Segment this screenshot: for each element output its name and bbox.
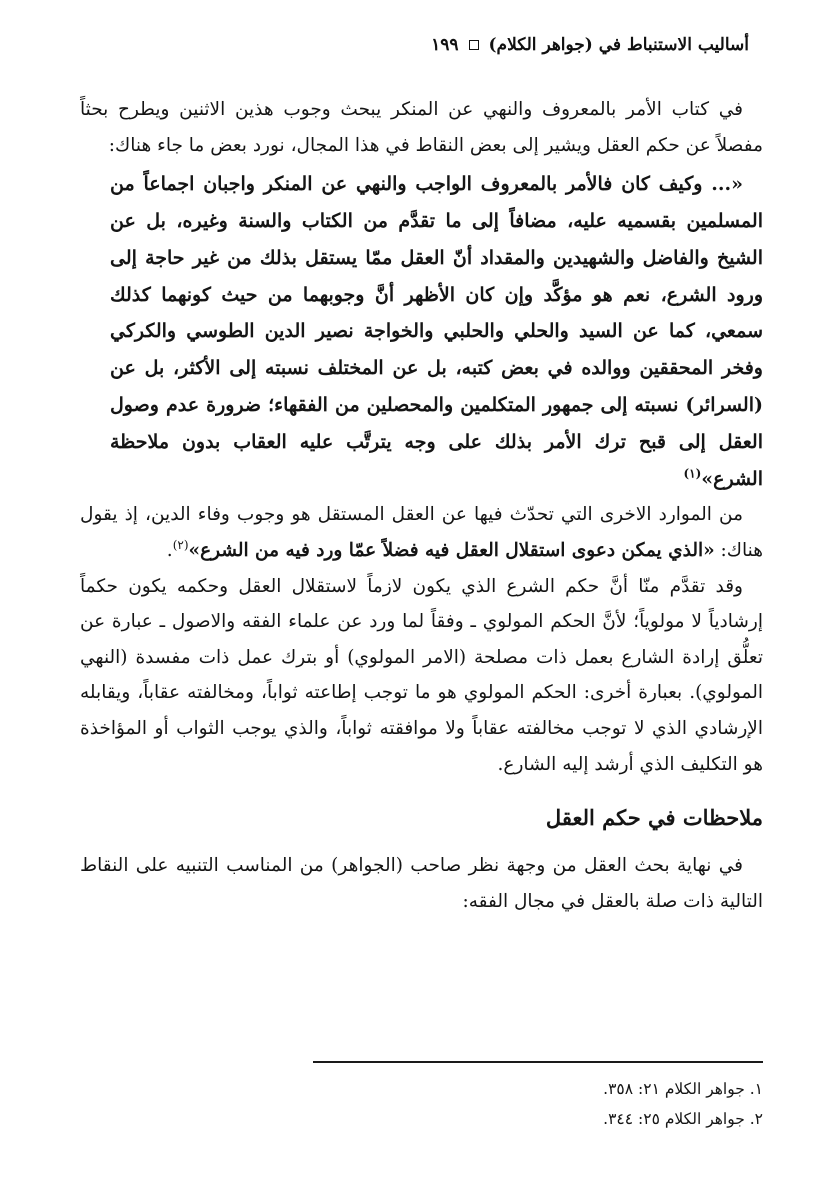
- footnote-divider: [313, 1061, 763, 1063]
- page-body: [80, 92, 763, 919]
- separator-square-icon: [469, 40, 479, 50]
- running-header: [60, 30, 749, 60]
- paragraph-other-cases-text: من الموارد الاخرى التي تحدّث فيها عن العقل المستقل هو وجوب وفاء الدين، إذ يقول هناك:: [80, 504, 763, 561]
- header-divider: [60, 63, 767, 64]
- quoted-passage: [80, 166, 763, 497]
- footnote-ref-2: (٢): [172, 537, 189, 552]
- footnote-ref-1: (١): [683, 466, 702, 481]
- paragraph-other-cases: [80, 497, 763, 568]
- paragraph-end-dot: .: [166, 539, 173, 561]
- paragraph-intro: في كتاب الأمر بالمعروف والنهي عن المنكر يبحث وجوب هذين الاثنين ويطرح بحثاً مفصلاً عن حكم العقل ويشير إلى بعض النقاط في هذا المجال، نورد بعض ما جاء هناك:: [80, 99, 763, 156]
- paragraph-advisory-ruling: وقد تقدَّم منّا أنَّ حكم الشرع الذي يكون لازماً لاستقلال العقل وحكمه يكون حكماً إرشادياً لا مولوياً؛ لأنَّ الحكم المولوي ـ وفقاً لما ورد عن علماء الفقه والاصول ـ عبارة عن تعلُّق إرادة الشارع بعمل ذات مصلحة (الامر المولوي) أو بترك عمل ذات مفسدة (النهي المولوي). بعبارة أخرى: الحكم المولوي هو ما توجب إطاعته ثواباً، ومخالفته عقاباً، ويقابله الإرشادي الذي لا توجب مخالفته عقاباً ولا موافقته ثواباً، والذي يوجب الثواب أو المؤاخذة هو التكليف الذي أرشد إليه الشارع.: [80, 575, 763, 775]
- footnote-item: ١. جواهر الكلام ٢١: ٣٥٨.: [603, 1080, 763, 1098]
- section-heading: ملاحظات في حكم العقل: [545, 805, 763, 831]
- footnotes: [80, 1074, 763, 1134]
- footnote-item: ٢. جواهر الكلام ٢٥: ٣٤٤.: [603, 1110, 763, 1128]
- header-title: أساليب الاستنباط في (جواهر الكلام): [488, 35, 749, 55]
- paragraph-notes-intro: في نهاية بحث العقل من وجهة نظر صاحب (الجواهر) من المناسب التنبيه على النقاط التالية ذات صلة بالعقل في مجال الفقه:: [80, 855, 763, 912]
- inline-quote: «الذي يمكن دعوى استقلال العقل فيه فضلاً عمّا ورد فيه من الشرع»: [188, 539, 715, 561]
- quote-text: «... وكيف كان فالأمر بالمعروف الواجب والنهي عن المنكر واجبان اجماعاً من المسلمين بقسميه عليه، مضافاً إلى ما تقدَّم من الكتاب والسنة وغيره، بل عن الشيخ والفاضل والشهيدين والمقداد أنّ العقل ممّا يستقل بذلك من غير حاجة إلى ورود الشرع، نعم هو مؤكَّد وإن كان الأظهر أنَّ وجوبهما من حيث كونهما كذلك سمعي، كما عن السيد والحلي والحلبي والخواجة نصير الدين الطوسي والكركي وفخر المحققين ووالده في بعض كتبه، بل عن المختلف نسبته إلى الأكثر، بل عن (السرائر) نسبته إلى جمهور المتكلمين والمحصلين من الفقهاء؛ ضرورة عدم وصول العقل إلى قبح ترك الأمر بذلك على وجه يترتَّب عليه العقاب بدون ملاحظة الشرع»: [110, 173, 763, 490]
- page-number: ١٩٩: [431, 35, 459, 55]
